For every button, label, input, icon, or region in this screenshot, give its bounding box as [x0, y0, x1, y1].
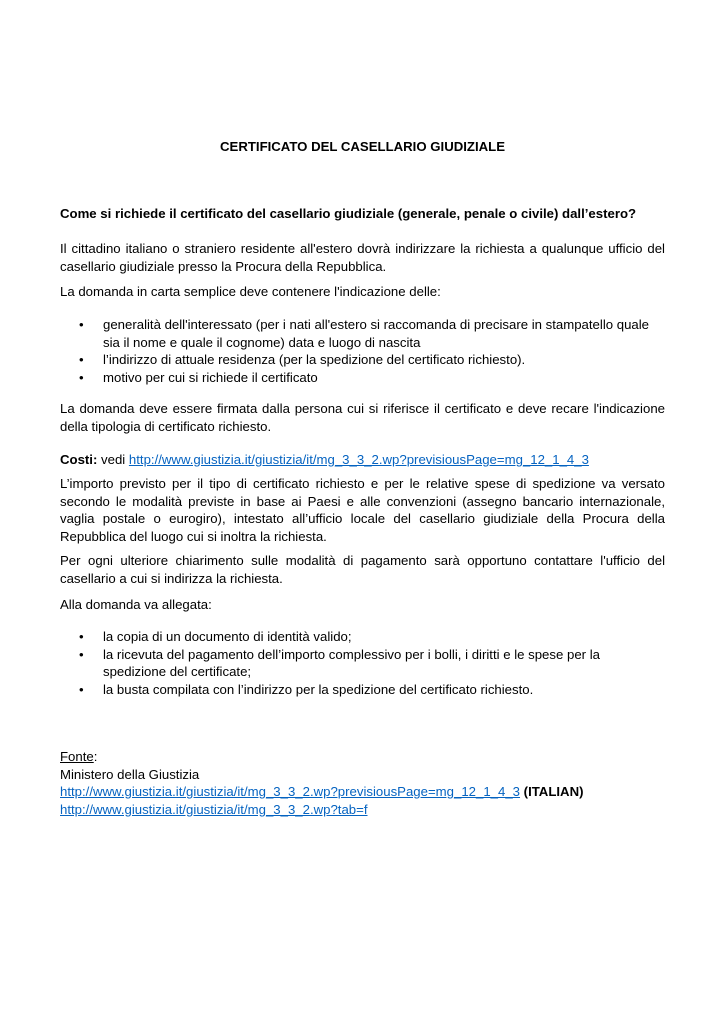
paragraph-attachments: Alla domanda va allegata:	[60, 597, 212, 612]
page-title: CERTIFICATO DEL CASELLARIO GIUDIZIALE	[220, 139, 505, 154]
bullet-icon: •	[79, 681, 84, 697]
source-link-tab[interactable]: http://www.giustizia.it/giustizia/it/mg_3_3_2.wp?tab=f	[60, 801, 368, 817]
source-link1-line	[60, 783, 665, 801]
list-item: • la busta compilata con l’indirizzo per la spedizione del certificato richiesto.	[79, 681, 534, 697]
list-item: • generalità dell'interessato (per i nati all'estero si raccomanda di precisare in stampatello quale sia il nome e quale il cognome) data e luogo di nascita	[79, 317, 650, 350]
paragraph-request-contents: La domanda in carta semplice deve contenere l'indicazione delle:	[60, 284, 441, 299]
paragraph-payment: L’importo previsto per il tipo di certificato richiesto e per le relative spese di spedizione va versato secondo le modalità previste in base ai Paesi e alle convenzioni (assegno bancario internazionale, vaglia postale o eurogiro), intestato all’ufficio locale del casellario giudiziale della Procura della Repubblica del luogo cui si inoltra la richiesta.	[60, 476, 665, 544]
source-heading: Fonte:	[60, 749, 98, 764]
paragraph-clarification: Per ogni ulteriore chiarimento sulle modalità di pagamento sarà opportuno contattare l'ufficio del casellario a cui si indirizza la richiesta.	[60, 553, 665, 586]
costs-label: Costi:	[60, 452, 98, 467]
paragraph-signature: La domanda deve essere firmata dalla persona cui si riferisce il certificato e deve recare l'indicazione della tipologia di certificato richiesto.	[60, 401, 665, 434]
source-org: Ministero della Giustizia	[60, 766, 200, 782]
list-item: • la copia di un documento di identità valido;	[79, 629, 352, 644]
paragraph-residence: Il cittadino italiano o straniero residente all'estero dovrà indirizzare la richiesta a qualunque ufficio del casellario giudiziale presso la Procura della Repubblica.	[60, 241, 665, 274]
attachments-list	[60, 628, 665, 698]
costs-line: Costi: vedi http://www.giustizia.it/giustizia/it/mg_3_3_2.wp?previsiousPage=mg_12_1_4_3	[60, 452, 589, 467]
bullet-icon: •	[79, 369, 84, 385]
list-item: • l’indirizzo di attuale residenza (per la spedizione del certificato richiesto).	[79, 352, 526, 368]
source-link-italian[interactable]: http://www.giustizia.it/giustizia/it/mg_3_3_2.wp?previsiousPage=mg_12_1_4_3	[60, 784, 521, 800]
bullet-icon: •	[79, 646, 84, 662]
costs-link[interactable]: http://www.giustizia.it/giustizia/it/mg_3_3_2.wp?previsiousPage=mg_12_1_4_3	[128, 452, 589, 467]
bullet-icon: •	[79, 352, 84, 368]
list-item: • la ricevuta del pagamento dell’importo complessivo per i bolli, i diritti e le spese per la spedizione del certificate;	[79, 646, 600, 680]
language-note: (ITALIAN)	[520, 784, 584, 800]
source-link2-line	[60, 801, 665, 819]
requirements-list	[60, 316, 665, 386]
source-label: Fonte	[60, 749, 94, 764]
bullet-icon: •	[79, 629, 84, 644]
bullet-icon: •	[79, 317, 84, 332]
list-item: • motivo per cui si richiede il certificato	[79, 369, 318, 385]
question-heading: Come si richiede il certificato del casellario giudiziale (generale, penale o civile) dall’estero?	[60, 206, 637, 221]
